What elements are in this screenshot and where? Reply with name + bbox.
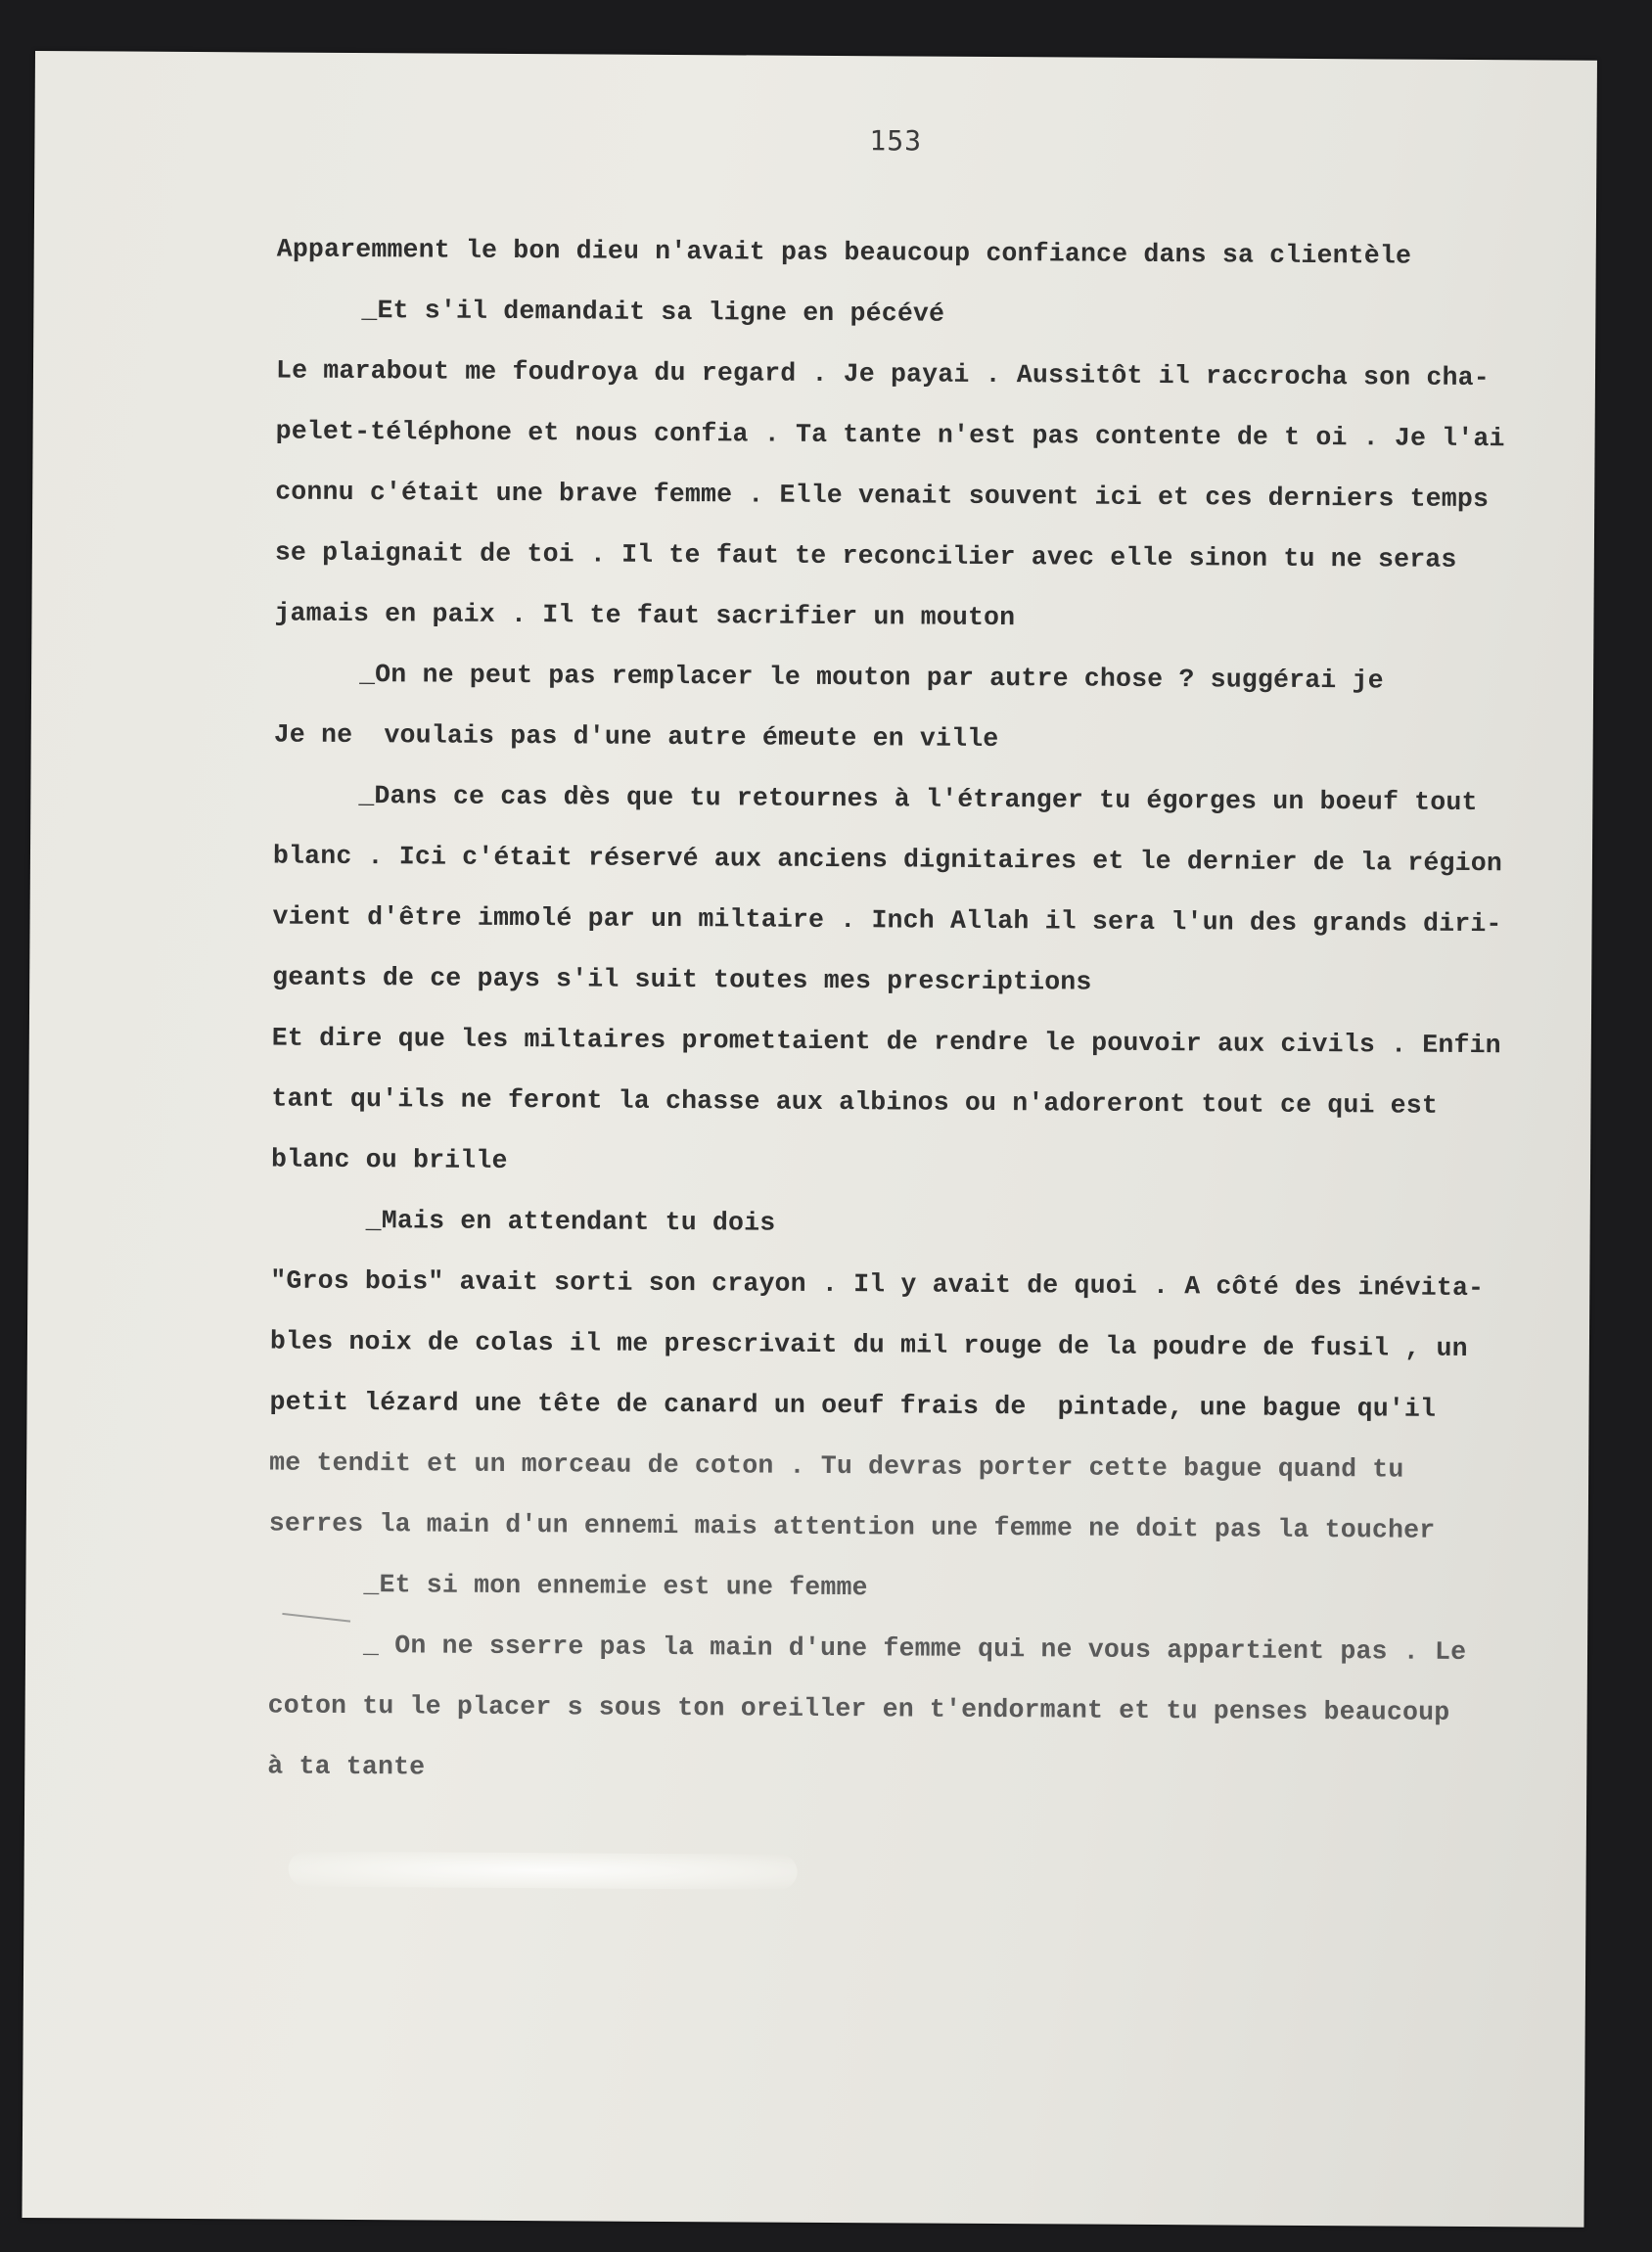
text-line: _Et si mon ennemie est une femme: [363, 1570, 868, 1603]
text-line: tant qu'ils ne feront la chasse aux albinos ou n'adoreront tout ce qui est: [271, 1083, 1439, 1121]
text-line: geants de ce pays s'il suit toutes mes prescriptions: [272, 962, 1092, 997]
text-line: Le marabout me foudroya du regard . Je payai . Aussitôt il raccrocha son cha-: [275, 355, 1490, 393]
text-line: connu c'était une brave femme . Elle venait souvent ici et ces derniers temps: [275, 477, 1490, 515]
text-line: _Et s'il demandait sa ligne en pécévé: [361, 296, 945, 329]
text-line: petit lézard une tête de canard un oeuf frais de pintade, une bague qu'il: [269, 1387, 1437, 1424]
text-line: coton tu le placer s sous ton oreiller en t'endormant et tu penses beaucoup: [267, 1690, 1450, 1727]
text-line: _Dans ce cas dès que tu retournes à l'étranger tu égorges un boeuf tout: [358, 781, 1478, 818]
text-line: serres la main d'un ennemi mais attention une femme ne doit pas la toucher: [268, 1508, 1436, 1545]
typewritten-page: [22, 51, 1596, 2228]
text-line: "Gros bois" avait sorti son crayon . Il y avait de quoi . A côté des inévita-: [270, 1265, 1485, 1304]
text-line: me tendit et un morceau de coton . Tu devras porter cette bague quand tu: [269, 1448, 1404, 1485]
text-line: se plaignait de toi . Il te faut te reconcilier avec elle sinon tu ne seras: [274, 537, 1457, 574]
text-line: _Mais en attendant tu dois: [365, 1206, 776, 1238]
text-line: _ On ne sserre pas la main d'une femme qui ne vous appartient pas . Le: [362, 1631, 1467, 1667]
text-line: Et dire que les miltaires promettaient de rendre le pouvoir aux civils . Enfin: [271, 1023, 1501, 1061]
erased-text-smudge: [289, 1852, 798, 1890]
text-line: bles noix de colas il me prescrivait du mil rouge de la poudre de fusil , un: [269, 1326, 1468, 1363]
text-line: vient d'être immolé par un miltaire . Inch Allah il sera l'un des grands diri-: [272, 901, 1502, 940]
text-line: Je ne voulais pas d'une autre émeute en ville: [273, 719, 999, 755]
pen-stroke-mark: [282, 1613, 350, 1623]
text-line: blanc . Ici c'était réservé aux anciens dignitaires et le dernier de la région: [272, 841, 1503, 879]
text-line: à ta tante: [267, 1751, 426, 1782]
text-line: pelet-téléphone et nous confia . Ta tante n'est pas contente de t oi . Je l'ai: [275, 416, 1505, 454]
text-line: Apparemment le bon dieu n'avait pas beaucoup confiance dans sa clientèle: [276, 234, 1412, 271]
text-line: _On ne peut pas remplacer le mouton par autre chose ? suggérai je: [359, 660, 1384, 696]
text-line: jamais en paix . Il te faut sacrifier un mouton: [274, 598, 1016, 633]
text-line: blanc ou brille: [270, 1144, 508, 1175]
page-number: 153: [869, 124, 923, 158]
